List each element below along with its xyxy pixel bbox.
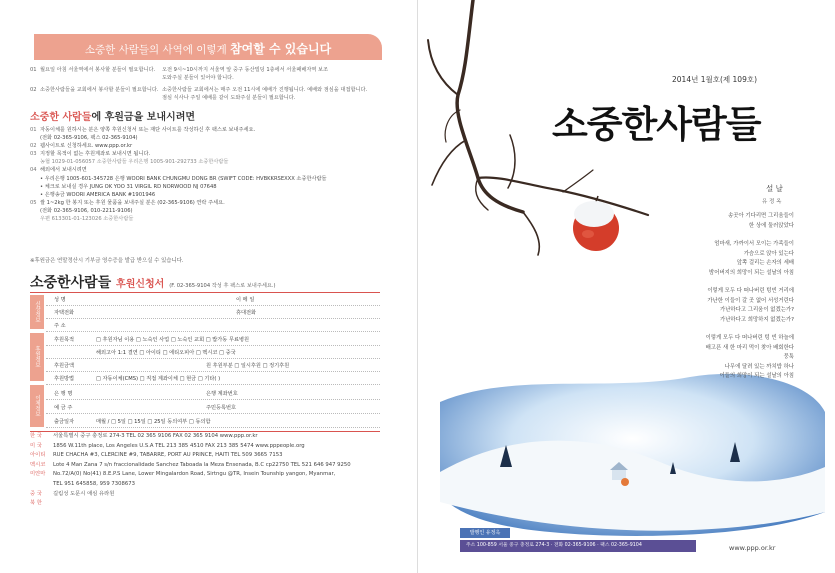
form-row[interactable]: 자택전화 휴대전화	[46, 306, 380, 319]
poem-stanza: 이렇게 모두 다 떠나버린 텅빈 거리에 가난한 이들이 갈 곳 없어 서성거린다 가난하다고 그리움이 없겠는가? 가난하다고 희망하지 없겠는가?	[707, 288, 794, 323]
publisher-tag: 발행인 유정옥	[460, 528, 510, 538]
form-row[interactable]: 성 명 이 메 일	[46, 293, 380, 306]
application-form	[30, 292, 380, 432]
volunteer-item	[30, 66, 390, 82]
method-row: (전화 02-365-9106, 팩스 02-365-9104)	[40, 135, 138, 142]
masthead-title: 소중한사람들	[552, 102, 761, 146]
contact-row: TEL 951 645858, 959 7308673	[53, 480, 135, 487]
website-url[interactable]: www.ppp.or.kr	[729, 544, 776, 552]
form-section-support: 후원정보	[30, 333, 44, 381]
contact-row: 멕시코 Lote 4 Man Zana 7 s/n fraccionalidade Sanchez Taboada la Meza Ensenada, B.C cp22750 TEL 521 646 947 9250	[30, 461, 351, 468]
form-row[interactable]: 출금일자 매월 / □ 5일 □ 15일 □ 25일 동의여부 □ 동의함	[46, 415, 380, 428]
poem-stanza: 송곳아 기다리면 그리움들이 한 상에 둘러앉았다	[728, 213, 794, 229]
child-figure	[621, 478, 629, 486]
method-row: • 우리은행 1005-601-345728 은행 WOORI BANK CHUNGMU DONG BR (SWIFT CODE: HVBKKRSEXXX 소중한사람들	[40, 175, 327, 182]
donation-methods	[30, 126, 410, 223]
tax-note: ※후원금은 연말정산시 기부금 영수증을 발급 받으실 수 있습니다.	[30, 258, 184, 264]
method-row: 01 자동이체를 원하시는 분은 양쪽 후원신청서 또는 재단 사이트를 작성하신 후 팩스로 보내주세요.	[30, 127, 256, 133]
item-desc: 소중한사람들 교회에서는 매주 오전 11시에 예배가 진행됩니다. 예배와 점심을 대접합니다.	[162, 87, 368, 93]
item-desc: 오전 9시~10시까지 서울역 앞 중구 동산빌딩 1층에서 서울패배자역 보조	[162, 67, 329, 73]
item-title: 월요일 아침 서울역에서 봉사할 분들이 필요합니다.	[40, 67, 156, 73]
item-title: 소중한사람들을 교회에서 봉사할 분들이 필요합니다.	[40, 87, 159, 93]
form-row[interactable]: 은 행 명 은행 계좌번호	[46, 387, 380, 400]
form-row[interactable]: 주 소	[46, 319, 380, 332]
form-row[interactable]: 예 금 주 주민등록번호	[46, 401, 380, 414]
method-row: • 은행송금 WOORI AMERICA BANK #1901946	[40, 191, 156, 198]
volunteer-section	[30, 66, 390, 102]
method-row: (전화 02-365-9106, 010-2211-9106)	[40, 207, 133, 214]
poem-stanza: 이렇게 모두 다 떠나버린 텅 빈 하늘에 배고픈 새 한 마리 먹이 찾아 배회한다 뭉툭 나무에 달려 있는 까치밥 하나 이들의 희망이 되는 설날의 아침	[705, 335, 794, 379]
method-row: 03 지정할 목적이 없는 후원계좌로 보내시면 됩니다.	[30, 151, 151, 158]
method-row: 02 웹사이트로 신청하세요. www.ppp.or.kr	[30, 143, 133, 150]
item-number: 02	[30, 87, 37, 93]
participation-banner	[34, 34, 382, 60]
form-section-transfer: 이체정보	[30, 385, 44, 427]
form-section-personal: 신상정보	[30, 295, 44, 329]
item-desc2: 점심 식사나 주일 예배를 같이 도와주실 분들이 필요합니다.	[162, 95, 296, 101]
contact-row: 미얀마 No.72/A(0) No(41) 8.E.P.S Lane, Lower Mingalardon Road, Sirtngu @TR, Insein Tounship yangon, Myanmar,	[30, 471, 336, 478]
form-title	[30, 272, 276, 292]
form-row[interactable]: 해외고아 1:1 결연 □ 아이티 □ 에티오피아 □ 멕시코 □ 중국	[46, 346, 380, 359]
contact-row: 중 국 길림성 도문시 애심 유라원	[30, 490, 115, 497]
contact-row: 아이티 RUE CHACHA #3, CLERCINE #9, TABARRE, PORT AU PRINCE, HAITI TEL 509 3665 7153	[30, 452, 283, 459]
contact-row: 미 국 1856 W.11th place, Los Angeles U.S.A TEL 213 385 4510 FAX 213 385 5474 www.pppeople.org	[30, 442, 305, 449]
issue-number: 2014년 1월호(제 109호)	[672, 75, 758, 84]
item-number: 01	[30, 67, 37, 73]
poet-name: 유 정 옥	[762, 199, 782, 205]
heading-rest: 에 후원금을 보내시려면	[91, 112, 196, 123]
method-row: • 체크로 보내실 경우 JUNG OK YOO 31 VIRGIL RD NORWOOD NJ 07648	[40, 183, 217, 190]
volunteer-item	[30, 86, 390, 102]
address-bar: 주소 100-859 서울 중구 충정로 274-3 · 전화 02-365-9106 · 팩스 02-365-9104	[460, 540, 696, 552]
heading-red: 소중한 사람들	[30, 112, 92, 123]
poem-title: 설 날	[766, 184, 783, 193]
form-title-main: 소중한사람들	[30, 275, 112, 291]
contact-row: 한 국 서울특별시 중구 충정로 274-3 TEL 02 365 9106 FAX 02 365 9104 www.ppp.or.kr	[30, 433, 258, 439]
form-row[interactable]: 후원목적 □ 후원자님 이용 □ 노숙인 사업 □ 노숙인 교회 □ 밥가동 무료병원	[46, 333, 380, 346]
poem-body	[618, 212, 794, 391]
contact-list	[30, 432, 410, 509]
donation-heading	[30, 108, 195, 123]
method-row: 05 쌀 1~2kg 한 봉지 또는 후원 물품을 보내주실 분은 (02-365-9106) 연락 주세요.	[30, 199, 225, 206]
item-desc2: 도와주실 분들이 있어야 합니다.	[162, 75, 234, 81]
form-row[interactable]: 후원방법 □ 자동이체(CMS) □ 직접 계좌이체 □ 현금 □ 기타( )	[46, 372, 380, 385]
form-row[interactable]: 후원금액 원 후원부분 □ 일시후원 □ 정기후원	[46, 359, 380, 372]
banner-text: 소중한 사람들의 사역에 이렇게	[84, 44, 231, 56]
contact-row: 북 한	[30, 500, 42, 507]
method-row: 04 해외에서 보내시려면	[30, 167, 87, 174]
method-row: 우편 613301-01-123026 소중한사람들	[40, 216, 134, 223]
banner-bold-text: 참여할 수 있습니다	[230, 42, 332, 56]
poem-stanza: 엄마새, 가까이서 모이는 가족들이 가슴으로 앉아 있는다 앞쪽 걸리는 손자의 세배 밤어버지의 희망이 되는 설날의 아침	[709, 241, 794, 276]
form-title-red: 후원신청서	[116, 279, 165, 290]
method-row: 농협 1029-01-056057 소중한사람들 우리은행 1005-901-292733 소중한사람들	[40, 159, 229, 166]
form-note: (F. 02-365-9104 작성 후 팩스로 보내주세요.)	[169, 283, 276, 289]
